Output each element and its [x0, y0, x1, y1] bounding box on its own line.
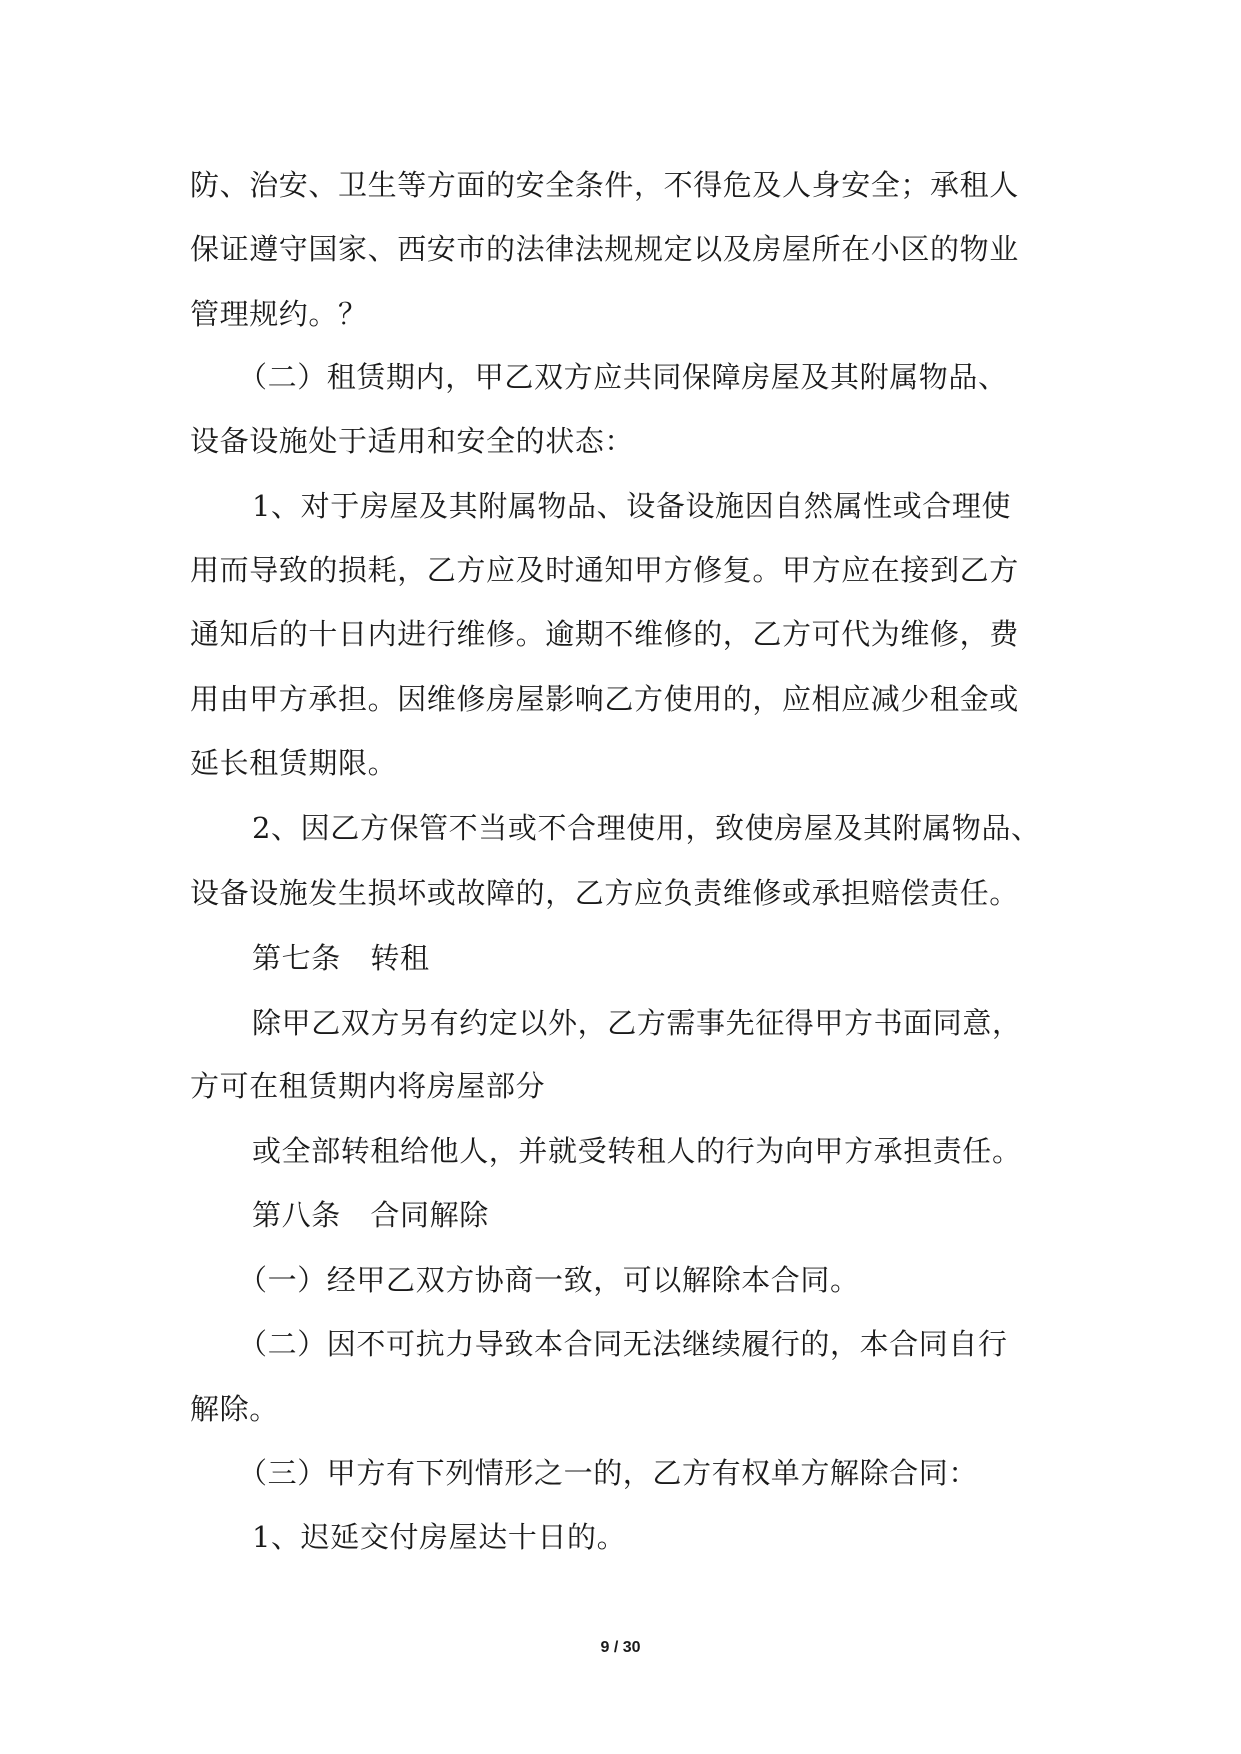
body-text-line: 用由甲方承担。因维修房屋影响乙方使用的，应相应减少租金或	[190, 682, 1019, 716]
body-text-line: 通知后的十日内进行维修。逾期不维修的，乙方可代为维修，费	[190, 617, 1019, 651]
body-text-line: 设备设施发生损坏或故障的，乙方应负责维修或承担赔偿责任。	[190, 876, 1019, 910]
body-text-line: 解除。	[190, 1392, 279, 1426]
paragraph-start-line: （一）经甲乙双方协商一致，可以解除本合同。	[238, 1263, 860, 1297]
paragraph-start-line: （三）甲方有下列情形之一的，乙方有权单方解除合同：	[238, 1456, 979, 1490]
paragraph-start-line: （二）租赁期内，甲乙双方应共同保障房屋及其附属物品、	[238, 360, 1008, 394]
article-heading: 第七条 转租	[252, 941, 430, 975]
page-number: 9 / 30	[600, 1639, 641, 1656]
body-text-line: 保证遵守国家、西安市的法律法规规定以及房屋所在小区的物业	[190, 232, 1019, 266]
body-text-line: 方可在租赁期内将房屋部分	[190, 1069, 546, 1103]
paragraph-start-line: 1、迟延交付房屋达十日的。	[252, 1520, 627, 1554]
paragraph-start-line: 或全部转租给他人，并就受转租人的行为向甲方承担责任。	[252, 1134, 1022, 1168]
body-text-line: 防、治安、卫生等方面的安全条件，不得危及人身安全；承租人	[190, 168, 1019, 202]
body-text-line: 延长租赁期限。	[190, 746, 398, 780]
body-text-line: 设备设施处于适用和安全的状态：	[190, 424, 635, 458]
body-text-line: 管理规约。？	[190, 297, 368, 331]
paragraph-start-line: （二）因不可抗力导致本合同无法继续履行的，本合同自行	[238, 1327, 1008, 1361]
paragraph-start-line: 1、对于房屋及其附属物品、设备设施因自然属性或合理使	[252, 489, 1012, 523]
paragraph-start-line: 2、因乙方保管不当或不合理使用，致使房屋及其附属物品、	[252, 811, 1041, 845]
article-heading: 第八条 合同解除	[252, 1198, 489, 1232]
paragraph-start-line: 除甲乙双方另有约定以外，乙方需事先征得甲方书面同意，	[252, 1006, 1022, 1040]
body-text-line: 用而导致的损耗，乙方应及时通知甲方修复。甲方应在接到乙方	[190, 553, 1019, 587]
